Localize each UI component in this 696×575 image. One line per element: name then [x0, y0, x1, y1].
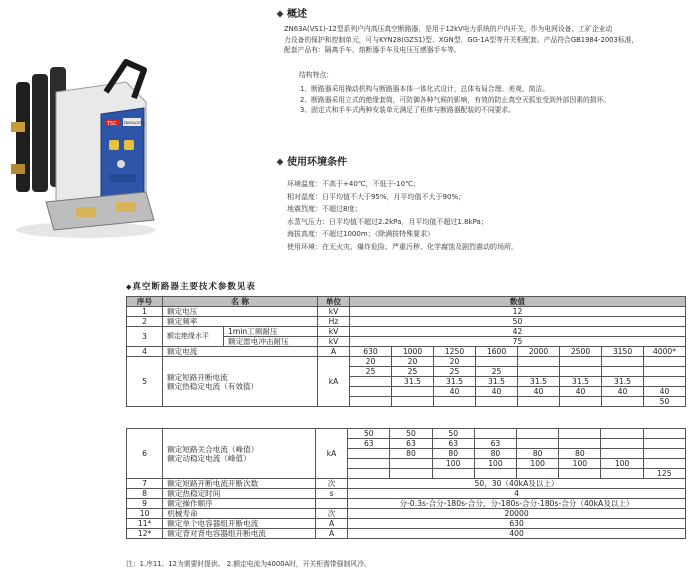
overview-paragraph [284, 24, 638, 56]
environment-heading-text: 使用环境条件 [287, 157, 347, 168]
table-cell [392, 397, 434, 407]
table-cell: 50，30（40kA及以上） [348, 479, 686, 489]
row-label-cell [163, 357, 318, 407]
table-cell: A [316, 519, 348, 529]
overview-heading [277, 5, 307, 20]
table-cell [348, 449, 390, 459]
overview-line: 配套产品有：隔离手车、熔断器手车及电压互感器手车等。 [284, 46, 461, 54]
table-cell: 31.5 [434, 377, 476, 387]
table-cell [518, 367, 560, 377]
table-cell: 80 [559, 449, 601, 459]
row-label-line: 额定短路关合电流（峰值） [167, 444, 259, 454]
photo-brand: TSC [107, 121, 117, 127]
table-cell [517, 439, 559, 449]
bullet-icon [277, 159, 284, 166]
table-cell: 25 [476, 367, 518, 377]
table-cell [392, 387, 434, 397]
table-cell: 4 [348, 489, 686, 499]
table-cell: 80 [432, 449, 474, 459]
table-cell: 2000 [518, 347, 560, 357]
table-cell [390, 459, 432, 469]
table-cell: 25 [392, 367, 434, 377]
environment-item: 地震烈度：不超过8度； [287, 205, 362, 213]
table-cell: 31.5 [476, 377, 518, 387]
table-cell: 40 [602, 387, 644, 397]
spec-table-2 [126, 428, 686, 539]
table-cell: 额定单个电容器组开断电流 [163, 519, 316, 529]
table-cell: 7 [127, 479, 163, 489]
table-cell [560, 397, 602, 407]
table-cell: 50 [350, 317, 686, 327]
feature-item: 2、断路器采用立式的绝缘套筒，可防御各种气候的影响，有效的防止真空灭弧室受到外部因素的损坏。 [300, 95, 611, 104]
table-cell: 4000* [644, 347, 686, 357]
table-cell: 2500 [560, 347, 602, 357]
table-cell: kV [318, 337, 350, 347]
row-6-group [127, 429, 686, 479]
table-cell: 100 [601, 459, 643, 469]
table-cell: 2 [127, 317, 163, 327]
table-cell: 40 [644, 387, 686, 397]
table-cell [390, 469, 432, 479]
table-cell: 31.5 [518, 377, 560, 387]
table-cell: 次 [316, 509, 348, 519]
table-cell: 50 [348, 429, 390, 439]
table-cell [643, 449, 685, 459]
table-cell: Hz [318, 317, 350, 327]
table-cell [602, 357, 644, 367]
table-cell [350, 397, 392, 407]
table-cell: 额定雷电冲击耐压 [224, 337, 318, 347]
table-cell: 630 [350, 347, 392, 357]
environment-heading [277, 153, 347, 168]
overview-heading-text: 概述 [287, 9, 307, 20]
table-cell: kV [318, 327, 350, 337]
table-cell [476, 357, 518, 367]
table-cell: 100 [432, 459, 474, 469]
table-row [127, 509, 686, 519]
table-cell: 12* [127, 529, 163, 539]
table-cell [644, 357, 686, 367]
table-cell: 4 [127, 347, 163, 357]
table-cell: 额定热稳定时间 [163, 489, 316, 499]
table-cell: 31.5 [560, 377, 602, 387]
table-cell: 63 [348, 439, 390, 449]
table-cell [602, 367, 644, 377]
table-row [127, 479, 686, 489]
table-cell [432, 469, 474, 479]
bullet-icon [277, 11, 284, 18]
table-cell [559, 439, 601, 449]
table-cell: 50 [390, 429, 432, 439]
table-cell [348, 459, 390, 469]
table-cell: 10 [127, 509, 163, 519]
table-cell [601, 439, 643, 449]
table-cell: 额定频率 [163, 317, 318, 327]
product-photo [6, 52, 156, 242]
table-cell: 100 [517, 459, 559, 469]
overview-line: 力设备的保护和控制单元，可与KYN28(GZS1)型、XGN型、GG-1A型等开关柜配套。产品符合GB1984-2003标准， [284, 35, 639, 44]
table-cell: 40 [560, 387, 602, 397]
table-cell: 50 [644, 397, 686, 407]
table-row [127, 307, 686, 317]
table-cell: 额定背对背电容器组开断电流 [163, 529, 316, 539]
table-row [127, 489, 686, 499]
row-5-group [127, 357, 686, 407]
environment-item: 海拔高度：不超过1000m；（除满拔特殊要求） [287, 230, 435, 238]
table-cell [350, 387, 392, 397]
table-cell: 630 [348, 519, 686, 529]
table-cell: kA [318, 357, 350, 407]
table-cell [559, 429, 601, 439]
table-cell [517, 429, 559, 439]
table-cell: 3 [127, 327, 163, 347]
photo-nameplate: ZN63A(VS1) [123, 121, 145, 125]
table-title-text: 真空断路器主要技术参数见表 [132, 282, 256, 292]
table-cell [474, 429, 516, 439]
table-title [126, 280, 256, 292]
header-cell: 序号 [127, 297, 163, 307]
table-cell [434, 397, 476, 407]
table-header-row [127, 297, 686, 307]
table-2-rows [127, 479, 686, 539]
table-cell: 额定电流 [163, 347, 318, 357]
table-cell: 20 [392, 357, 434, 367]
table-cell: 31.5 [392, 377, 434, 387]
table-cell: 63 [390, 439, 432, 449]
table-cell: 11* [127, 519, 163, 529]
table-cell: A [316, 529, 348, 539]
table-cell [316, 499, 348, 509]
table-cell: 1min工频耐压 [224, 327, 318, 337]
row-label-line: 额定短路开断电流 [167, 372, 228, 382]
header-cell: 单位 [318, 297, 350, 307]
row-label-line: 额定动稳定电流（峰值） [167, 453, 251, 463]
environment-list [287, 178, 518, 253]
table-cell: 额定电压 [163, 307, 318, 317]
table-cell: 额定操作顺序 [163, 499, 316, 509]
table-cell: 80 [390, 449, 432, 459]
table-cell [517, 469, 559, 479]
table-row [127, 499, 686, 509]
table-cell: 机械寿命 [163, 509, 316, 519]
table-cell: 40 [476, 387, 518, 397]
triangle-icon: ◆ [126, 283, 133, 291]
table-cell: 6 [127, 429, 163, 479]
table-cell: 40 [518, 387, 560, 397]
table-cell: 1250 [434, 347, 476, 357]
table-cell: 20000 [348, 509, 686, 519]
table-cell: 63 [432, 439, 474, 449]
table-cell: 9 [127, 499, 163, 509]
overview-line: ZN63A(VS1)-12型系列户内高压真空断路器，是用于12kV电力系统的户内开关，作为电网设备、工矿企业动 [284, 25, 613, 33]
table-cell [474, 469, 516, 479]
table-row [127, 317, 686, 327]
table-cell: 63 [474, 439, 516, 449]
table-cell [476, 397, 518, 407]
table-cell: 额定短路开断电流开断次数 [163, 479, 316, 489]
table-cell: 20 [350, 357, 392, 367]
table-cell: 1 [127, 307, 163, 317]
environment-item: 使用环境：在无火灾、爆炸危险、严重污秽、化学腐蚀及剧烈震动的场所。 [287, 242, 518, 251]
environment-item: 环境温度：不高于+40℃，不低于-10℃； [287, 180, 420, 188]
feature-item: 1、断路器采用操动机构与断路器本体一体化式设计，总体布局合理、美观、简洁。 [300, 85, 550, 93]
features-list [300, 84, 610, 116]
table-cell: kV [318, 307, 350, 317]
table-row [127, 529, 686, 539]
table-cell [518, 397, 560, 407]
table-cell: A [318, 347, 350, 357]
table-cell: 125 [643, 469, 685, 479]
spec-table-1 [126, 296, 686, 407]
table-cell: 25 [434, 367, 476, 377]
table-cell [560, 357, 602, 367]
table-cell: 1000 [392, 347, 434, 357]
table-cell: 40 [434, 387, 476, 397]
table-cell [601, 449, 643, 459]
header-cell: 名 称 [163, 297, 318, 307]
environment-item: 水蒸气压力：日平均值不超过2.2kPa，月平均值不超过1.8kPa； [287, 217, 488, 226]
table-cell [643, 459, 685, 469]
table-cell: 100 [474, 459, 516, 469]
table-cell: 额定绝缘水平 [163, 327, 224, 347]
features-heading: 结构特点： [299, 71, 333, 79]
table-cell: 31.5 [602, 377, 644, 387]
table-cell [348, 469, 390, 479]
table-row [127, 357, 686, 367]
table-cell: kA [316, 429, 348, 479]
table-cell: 80 [517, 449, 559, 459]
table-cell [643, 439, 685, 449]
table-cell: 25 [350, 367, 392, 377]
header-cell: 数值 [350, 297, 686, 307]
table-cell: 100 [559, 459, 601, 469]
table-row [127, 519, 686, 529]
row-label-cell [163, 429, 316, 479]
table-row [127, 327, 686, 337]
table-cell: 次 [316, 479, 348, 489]
table-cell [602, 397, 644, 407]
table-cell [601, 469, 643, 479]
table-row [127, 347, 686, 357]
table-cell: 75 [350, 337, 686, 347]
table-row [127, 429, 686, 439]
table-cell: 8 [127, 489, 163, 499]
table-cell [518, 357, 560, 367]
feature-item: 3、固定式和手车式两种安装单元满足了柜体与断路器配装的不同要求。 [300, 106, 516, 114]
table-cell: 3150 [602, 347, 644, 357]
table-cell: 5 [127, 357, 163, 407]
table-cell: 分-0.3s-合分-180s-合分，分-180s-合分-180s-合分（40kA及以上） [348, 499, 686, 509]
table-cell [350, 377, 392, 387]
table-cell: 42 [350, 327, 686, 337]
table-cell: s [316, 489, 348, 499]
table-cell [644, 377, 686, 387]
table-cell: 20 [434, 357, 476, 367]
table-cell [560, 367, 602, 377]
table-cell [644, 367, 686, 377]
table-cell [643, 429, 685, 439]
table-cell [601, 429, 643, 439]
footnote: 注：1.序11、12为需要时提供。 2.额定电流为4000A时，开关柜需带强制风冷。 [126, 560, 371, 568]
table-cell: 400 [348, 529, 686, 539]
environment-item: 相对湿度：日平均值不大于95%，月平均值不大于90%； [287, 192, 466, 201]
table-cell: 1600 [476, 347, 518, 357]
table-cell: 50 [432, 429, 474, 439]
table-cell [559, 469, 601, 479]
row-label-line: 额定热稳定电流（有效值） [167, 381, 259, 391]
table-cell: 12 [350, 307, 686, 317]
table-cell: 80 [474, 449, 516, 459]
